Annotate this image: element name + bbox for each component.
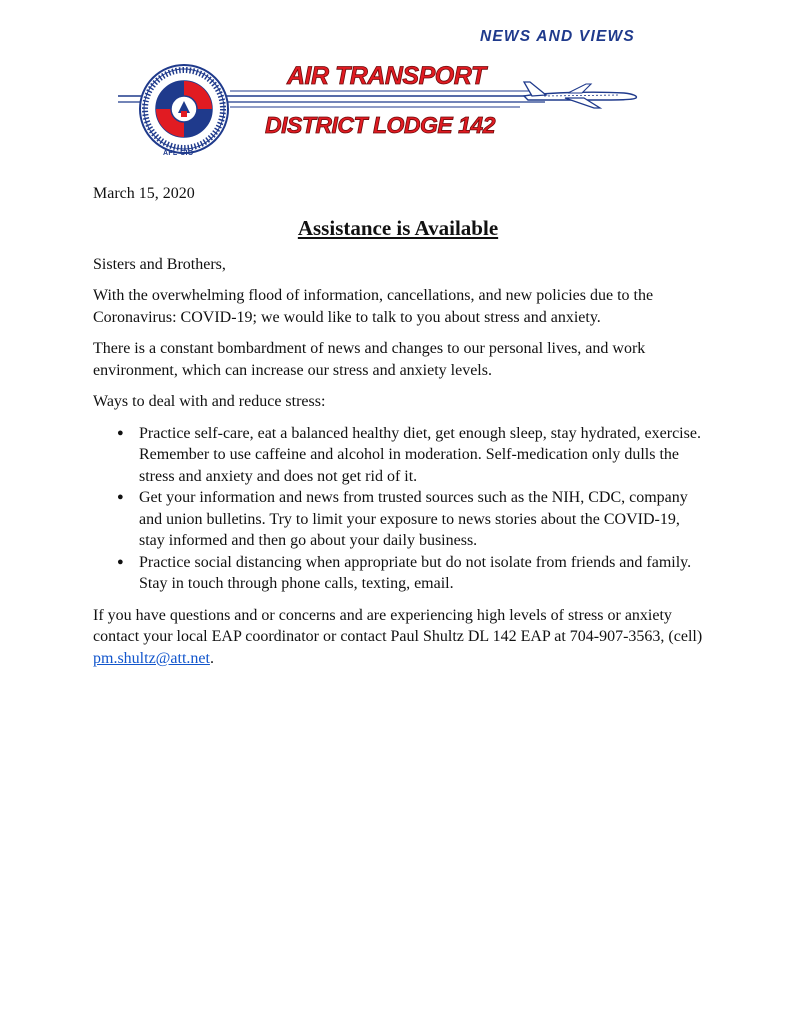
newsletter-tagline: NEWS AND VIEWS xyxy=(480,28,635,45)
closing-period: . xyxy=(209,649,214,667)
closing-text: If you have questions and or concerns and are experiencing high levels of stress or anxiety contact your local EAP coordinator or contact Paul Shultz DL 142 EAP at 704-907-3563, (cell) xyxy=(93,606,703,645)
list-intro: Ways to deal with and reduce stress: xyxy=(93,393,326,410)
airplane-icon xyxy=(520,76,640,112)
letterhead-line-district-lodge: DISTRICT LODGE 142 xyxy=(265,112,495,138)
closing-paragraph xyxy=(93,605,703,670)
list-item xyxy=(117,487,703,552)
tip-text: Get your information and news from trusted sources such as the NIH, CDC, company and union bulletins. Try to limit your exposure to news stories about the COVID-19, stay informed and then go about your daily business. xyxy=(139,489,688,549)
bullet-icon: ● xyxy=(117,555,124,568)
salutation: Sisters and Brothers, xyxy=(93,255,226,273)
email-link[interactable]: pm.shultz@att.net xyxy=(93,649,210,667)
letterhead xyxy=(0,0,791,175)
letterhead-line-air-transport: AIR TRANSPORT xyxy=(287,62,486,90)
intro-paragraph: With the overwhelming flood of information, cancellations, and new policies due to the Coronavirus: COVID-19; we would like to talk to you about stress and anxiety. xyxy=(93,287,654,326)
bullet-icon: ● xyxy=(117,426,124,439)
letter-date: March 15, 2020 xyxy=(93,185,195,202)
letter-title: Assistance is Available xyxy=(297,215,499,240)
letter-body xyxy=(93,183,703,679)
union-seal-logo xyxy=(138,63,230,155)
bullet-icon: ● xyxy=(117,491,124,503)
tip-text: Practice self-care, eat a balanced healthy diet, get enough sleep, stay hydrated, exercise. Remember to use caffeine and alcohol in moderation. Self-medication only dulls the stress and anxiety and does not get rid of it. xyxy=(139,424,701,485)
tip-text: Practice social distancing when appropriate but do not isolate from friends and family. Stay in touch through phone calls, texting, email. xyxy=(139,553,692,592)
list-item xyxy=(117,423,703,488)
stress-tips-list xyxy=(93,423,703,595)
list-item xyxy=(117,552,703,595)
context-paragraph: There is a constant bombardment of news and changes to our personal lives, and work environment, which can increase our stress and anxiety levels. xyxy=(93,340,646,379)
affiliation-label: AFL-CIO xyxy=(163,150,194,157)
